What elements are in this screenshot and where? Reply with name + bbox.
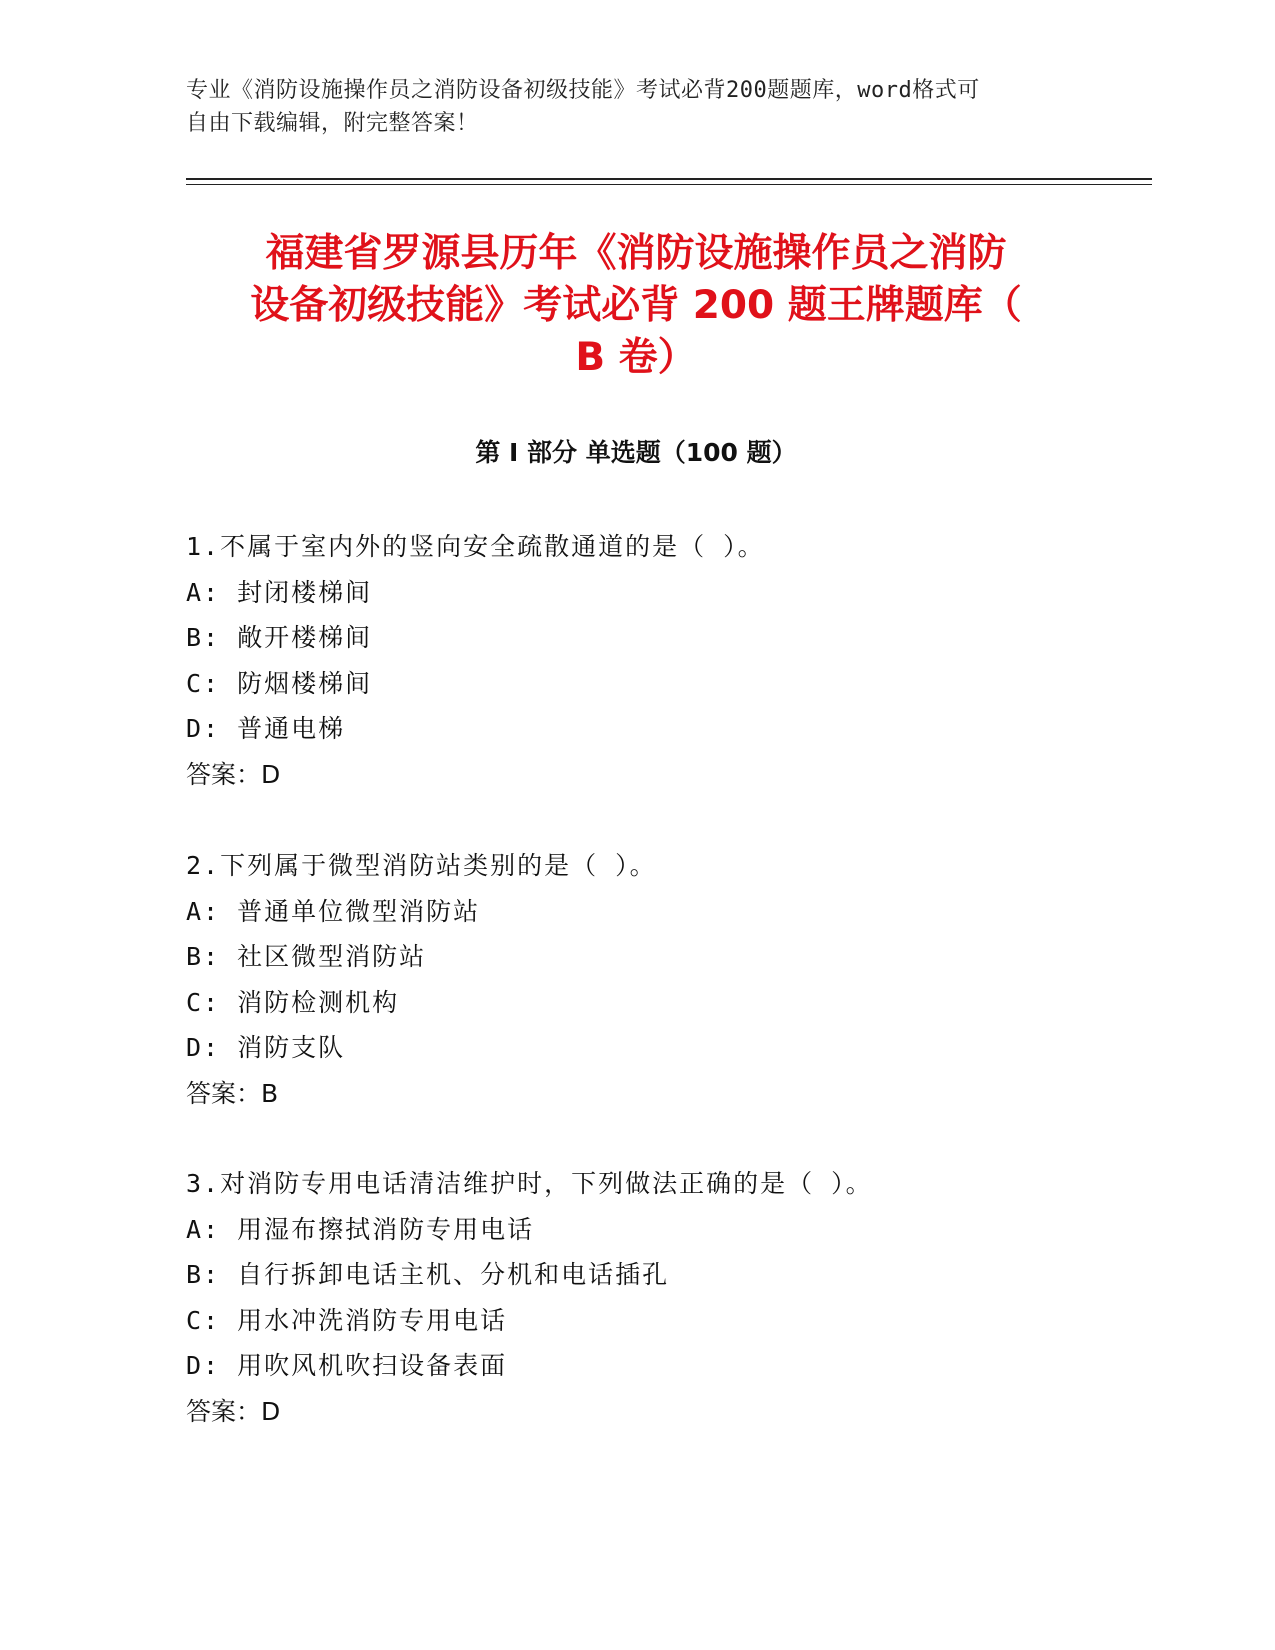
option-c: C: 用水冲洗消防专用电话 [186, 1305, 508, 1335]
question-text: 2.下列属于微型消防站类别的是（ ）。 [186, 851, 657, 880]
option-b: B: 社区微型消防站 [186, 942, 427, 971]
answer-line: 答案：D [186, 759, 281, 789]
option-d: D: 消防支队 [186, 1033, 346, 1062]
option-a: A: 用湿布擦拭消防专用电话 [186, 1214, 535, 1244]
question-block [186, 843, 1146, 1116]
question-block [186, 1161, 1146, 1434]
header-note-line-2: 自由下载编辑，附完整答案！ [186, 111, 479, 136]
option-c: C: 消防检测机构 [186, 987, 400, 1017]
section-heading: 第 I 部分 单选题（100 题） [475, 438, 797, 467]
document-title-line-3: B 卷） [575, 335, 697, 380]
header-divider-thin [186, 184, 1152, 185]
header-note [186, 74, 1086, 140]
document-title-line-2: 设备初级技能》考试必背 200 题王牌题库（ [250, 283, 1022, 328]
option-b: B: 自行拆卸电话主机、分机和电话插孔 [186, 1260, 670, 1289]
question-text: 3.对消防专用电话清洁维护时，下列做法正确的是（ ）。 [186, 1169, 873, 1198]
document-title [186, 228, 1086, 384]
question-block [186, 524, 1146, 797]
document-title-line-1: 福建省罗源县历年《消防设施操作员之消防 [265, 231, 1007, 276]
question-text: 1.不属于室内外的竖向安全疏散通道的是（ ）。 [186, 532, 765, 561]
option-c: C: 防烟楼梯间 [186, 668, 373, 698]
answer-line: 答案：D [186, 1396, 281, 1426]
option-d: D: 用吹风机吹扫设备表面 [186, 1351, 508, 1380]
option-a: A: 封闭楼梯间 [186, 577, 373, 607]
option-d: D: 普通电梯 [186, 714, 346, 743]
answer-line: 答案：B [186, 1078, 279, 1108]
option-a: A: 普通单位微型消防站 [186, 896, 481, 926]
header-note-line-1: 专业《消防设施操作员之消防设备初级技能》考试必背200题题库，word格式可 [186, 78, 980, 103]
option-b: B: 敞开楼梯间 [186, 623, 373, 652]
header-divider-thick [186, 178, 1152, 180]
